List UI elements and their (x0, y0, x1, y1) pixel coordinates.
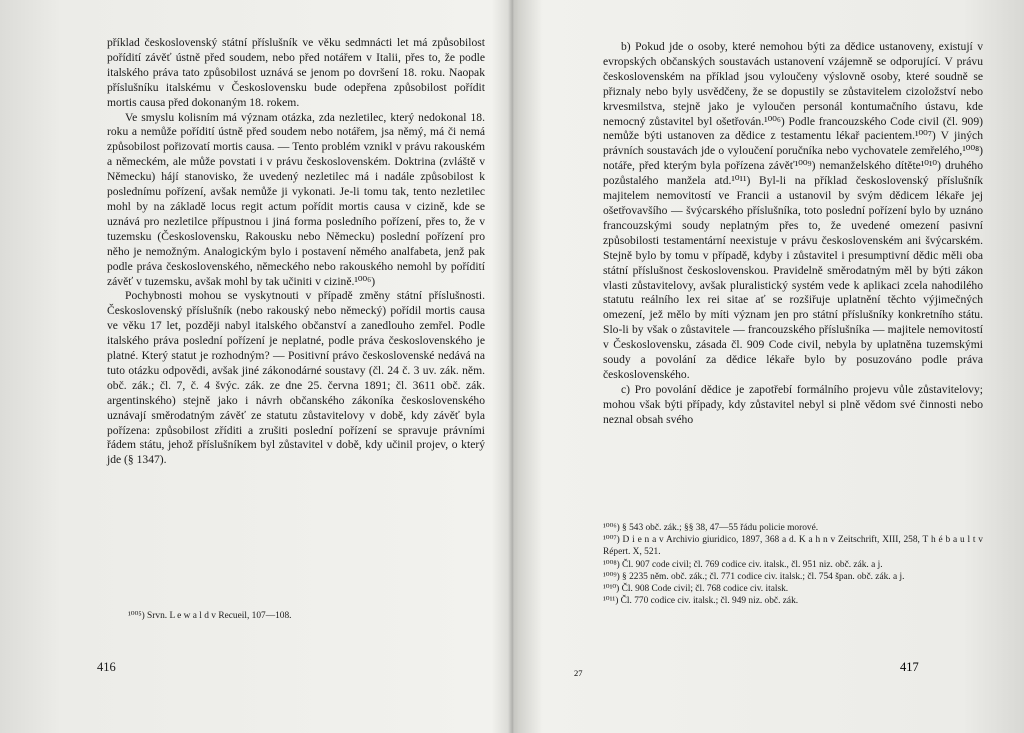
page-number-right: 417 (900, 660, 919, 674)
footnote: ¹⁰¹¹) Čl. 770 codice civ. italsk.; čl. 949 niz. obč. zák. (603, 596, 799, 607)
right-page-body (603, 40, 983, 428)
paragraph: příklad československý státní příslušník ve věku sedmnácti let má způsobilost pořídití závěť ústně před soudem, nebo před notářem v Italii, přes to, že podle italského práva tato způsobilost uznává se jenom po dovršení 18. roku. Naopak příslušníku italskému v Československu bude odepřena způsobilost pořídit mortis causa před dokonaným 18. rokem. (107, 36, 485, 109)
footnote: ¹⁰⁰⁹) § 2235 něm. obč. zák.; čl. 771 codice civ. italsk.; čl. 754 špan. obč. zák. a j. (603, 571, 905, 582)
left-page-body (107, 36, 485, 468)
paragraph: Ve smyslu kolisním má význam otázka, zda nezletilec, který nedokonal 18. roku a nemůže pořídití ústně před soudem nebo notářem, jsa němý, má či nemá způsobilost pořizovatí mortis causa. — Tento problém vznikl v právu rakouském a německém, ale může povstati i v právu československém. Doktrina (zvláště v Německu) hájí stanovisko, že uvedený nezletilec má i nadále způsobilost k poslednímu pořízení, avšak nemůže ji vykonati. Je-li tomu tak, tento nezletilec mohl by na základě locus regit actum pořídit mortis causa v cizině, kde se uznává pro nezletilce přípustnou i jiná forma posledního pořízení, přes to, že v tuzemsku (Československu, Rakousku nebo Německu) poslední pořízení pro něho je nemožným. Analogickým bylo i postavení němého analfabeta, jenž pak podle práva československého, německého nebo rakouského nemohl by pořídití závěť v tuzemsku, avšak mohl by tak učiniti v cizině.¹⁰⁰⁶) (107, 110, 485, 288)
paragraph: c) Pro povolání dědice je zapotřebí formálního projevu vůle zůstavitelovy; mohou však býti případy, kdy zůstavitel nebyl si plně vědom své činnosti nebo neznal obsah svého (603, 382, 983, 426)
page-number-left: 416 (97, 660, 116, 674)
right-footnotes (603, 522, 983, 607)
left-footnotes (128, 610, 468, 622)
paragraph: b) Pokud jde o osoby, které nemohou býti za dědice ustanoveny, existují v evropských občanských soustavách ustanovení vzájemně se odporující. V právu československém na příklad jsou vyloučeny výslovně osoby, které soudně se přiznaly nebo byly usvědčeny, že se dopustily se zůstavitelem cizoložství nebo krvesmilstva, stejně jako je vyloučen personál kontumačního ústavu, kde nemocný zůstavitel byl ošetřován.¹⁰⁰⁶) Podle francouzského Code civil (čl. 909) nemůže býti ustanoven za dědice z testamentu lékař pacientem.¹⁰⁰⁷) V jiných právních soustavách jde o vyloučení poručníka nebo vychovatele zemřelého,¹⁰⁰⁸) notáře, před kterým byla pořízena závěť¹⁰⁰⁹) nemanželského dítěte¹⁰¹⁰) druhého pozůstalého manžela atd.¹⁰¹¹) Byl-li na příklad československý příslušník majitelem nemovitostí ve Francii a ustanovil by svým dědicem lékaře jej ošetřovavšího — švýcarského příslušníka, toto poslední pořízení bylo by uznáno francouzskými soudy neplatným přes to, že uvedené omezení pasivní způsobilosti testamentární neexistuje v právu československém ani švýcarském. Stejně bylo by tomu v případě, kdyby i zůstavitel i presumptivní dědic měli oba státní příslušnost československou. Pravidelně směrodatným měl by býti zákon vlasti zůstavitelovy, avšak pluralistický systém vede k aplikaci zcela nahodilého statutu reálního lex rei sitae ať se rozšiřuje uplatnění těchto výjimečných omezení, jež mělo by míti význam jen pro státní příslušníky konkretního státu. Slo-li by však o zůstavitele — francouzského příslušníka — majitele nemovitostí v Československu, zásada čl. 909 Code civil, nebyla by uplatněna tuzemskými soudy a povolání za dědice lékaře bylo by posuzováno podle práva československého. (603, 40, 983, 381)
footnote: ¹⁰⁰⁷) D i e n a v Archivio giuridico, 1897, 368 a d. K a h n v Zeitschrift, XIII, 258, T h é b a u l t v Répert. X, 521. (603, 535, 983, 558)
footnote: ¹⁰⁰⁶) § 543 obč. zák.; §§ 38, 47—55 řádu policie morové. (603, 523, 819, 533)
paragraph: Pochybnosti mohou se vyskytnouti v případě změny státní příslušnosti. Československý příslušník (nebo rakouský nebo německý) pořídil mortis causa ve věku 17 let, později nabyl italského občanství a zanedlouho zemřel. Podle italského práva poslední pořízení je neplatné, podle práva československého je platné. Který statut je rozhodným? — Positivní právo československé nedává na tuto otázku odpovědi, avšak jiné zákonodárné soustavy (čl. 24 č. 3 uv. zák. něm. obč. zák.; čl. 7, č. 4 švýc. zák. ze dne 25. června 1891; čl. 3611 obč. zák. argentinského) stejně jako i návrh občanského zákoníka československého uznávají směrodatným závěť ze statutu zůstavitelovy v době, kdy závěť byla pořízena: způsobilost zříditi a zrušiti poslední pořízení se spravuje právními řádem státu, jehož příslušníkem byl zůstavitel v době, kdy učinil projev, o který jde (§ 1347). (107, 289, 485, 467)
right-page (512, 0, 1024, 733)
signature-mark: 27 (574, 668, 583, 678)
footnote: ¹⁰⁰⁵) Srvn. L e w a l d v Recueil, 107—108. (128, 611, 292, 621)
footnote: ¹⁰⁰⁸) Čl. 907 code civil; čl. 769 codice civ. italsk., čl. 951 niz. obč. zák. a j. (603, 559, 883, 570)
footnote: ¹⁰¹⁰) Čl. 908 Code civil; čl. 768 codice civ. italsk. (603, 584, 789, 595)
